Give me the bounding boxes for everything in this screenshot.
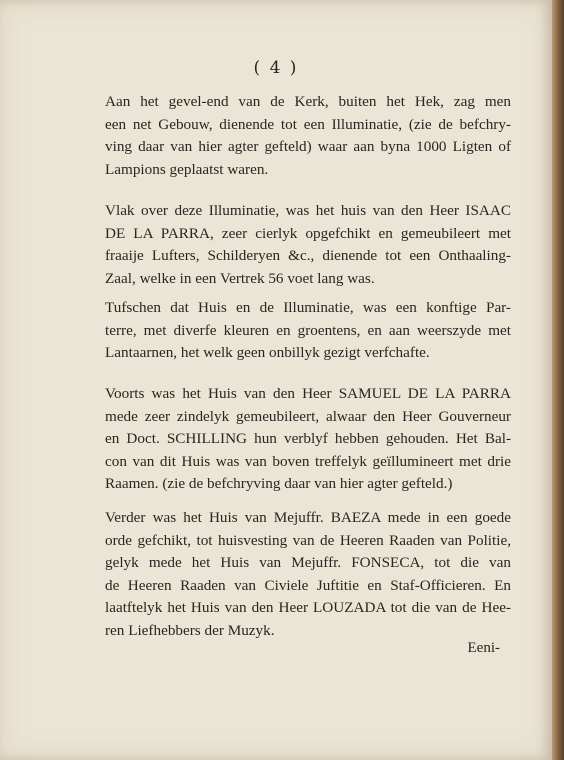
text-line: terre, met diverfe kleuren en groentens, en aan weerszyde met [105,321,511,339]
paragraph-4 [105,383,511,496]
paragraph-1 [105,91,511,181]
text-line: een net Gebouw, dienende tot een Illuminatie, (zie de befchry- [105,115,511,133]
text-line: DE LA PARRA, zeer cierlyk opgefchikt en gemeubileert met [105,224,511,242]
text-line: Verder was het Huis van Mejuffr. BAEZA mede in een goede [105,509,511,526]
text-line: ren Liefhebbers der Muzyk. [105,621,275,639]
text-line: laatftelyk het Huis van den Heer LOUZADA tot die van de Hee- [105,599,511,617]
text-line: Raamen. (zie de befchryving daar van hier agter gefteld.) [105,475,453,493]
text-line: orde gefchikt, tot huisvesting van de Heeren Raaden van Politie, [105,531,511,549]
paragraph-5 [105,507,511,643]
text-line: Lantaarnen, het welk geen onbillyk gezigt verfchafte. [105,344,430,362]
text-line: Voorts was het Huis van den Heer SAMUEL DE LA PARRA [105,385,511,402]
text-line: Vlak over deze Illuminatie, was het huis van den Heer ISAAC [105,202,511,219]
text-line: Zaal, welke in een Vertrek 56 voet lang was. [105,269,375,287]
text-line: Aan het gevel-end van de Kerk, buiten het Hek, zag men [105,93,511,110]
page-number: ( 4 ) [253,58,299,78]
paragraph-3 [105,297,511,365]
book-edge [552,0,564,760]
text-line: mede zeer zindelyk gemeubileert, alwaar den Heer Gouverneur [105,407,511,425]
text-line: Tufschen dat Huis en de Illuminatie, was een konftige Par- [105,299,511,316]
text-line: ving daar van hier agter gefteld) waar aan byna 1000 Ligten of [105,138,511,156]
text-line: Lampions geplaatst waren. [105,160,269,178]
text-line: gelyk mede het Huis van Mejuffr. FONSECA, tot die van [105,554,511,572]
text-line: fraaije Lufters, Schilderyen &c., dienende tot een Onthaaling- [105,247,511,265]
paragraph-2 [105,200,511,290]
text-line: en Doct. SCHILLING hun verblyf hebben gehouden. Het Bal- [105,430,511,448]
text-line: con van dit Huis was van boven treffelyk geïllumineert met drie [105,452,511,470]
text-line: de Heeren Raaden van Civiele Juftitie en Staf-Officieren. En [105,576,511,594]
catchword: Eeni- [467,640,500,656]
